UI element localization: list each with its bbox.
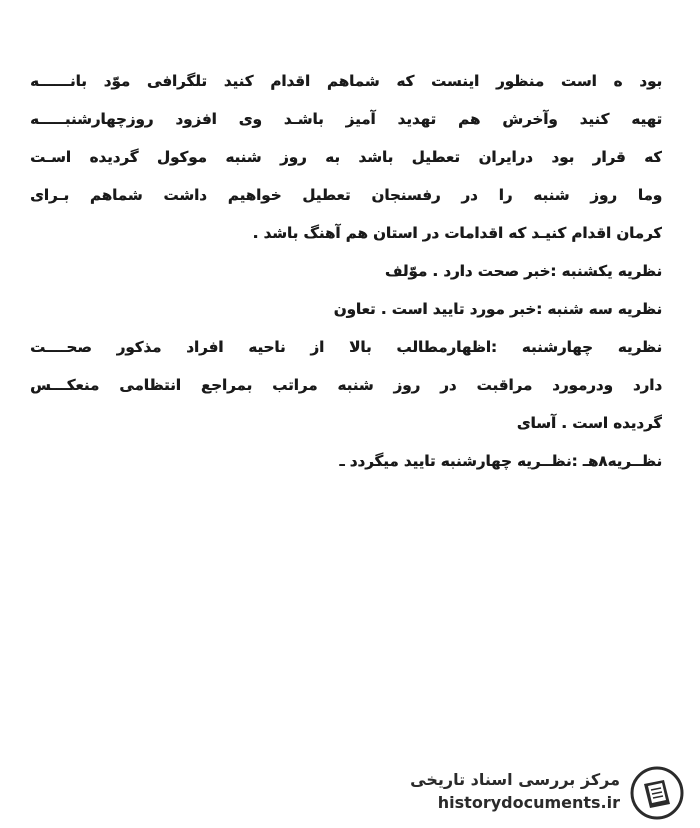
document-line-2: تهیه کنید وآخرش هم تهدید آمیز باشـد وی افزود روزچهارشنبـــــه	[30, 110, 662, 128]
document-line-5: کرمان اقدام کنیـد که اقدامات در استان هم آهنگ باشد .	[252, 224, 662, 242]
document-line-8: نظریه چهارشنبه :اظهارمطالب بالا از ناحیه افراد مذکور صحــــت	[30, 338, 662, 356]
watermark	[404, 766, 684, 822]
document-line-3: که قرار بود درایران تعطیل باشد به روز شنبه موکول گردیده اسـت	[30, 148, 662, 166]
watermark-title: مرکز بررسی اسناد تاریخی	[410, 770, 620, 789]
document-line-4: وما روز شنبه را در رفسنجان تعطیل خواهیم داشت شماهم بـرای	[30, 186, 662, 204]
document-body	[30, 62, 662, 480]
watermark-url: historydocuments.ir	[437, 793, 620, 812]
watermark-text	[410, 768, 620, 814]
document-folder-logo-icon	[630, 766, 684, 820]
document-line-9: دارد ودرمورد مراقبت در روز شنبه مراتب بمراجع انتظامی منعکـــس	[30, 376, 662, 394]
document-line-6: نظریه یکشنبه :خبر صحت دارد . موّلف	[384, 262, 662, 280]
document-line-7: نظریه سه شنبه :خبر مورد تایید است . تعاون	[333, 300, 662, 318]
document-line-11: نظــریه۸هـ :نظــریه چهارشنبه تایید میگردد ـ	[339, 452, 662, 470]
document-line-10: گردیده است . آسای	[516, 414, 662, 432]
document-line-1: بود ه است منظور اینست که شماهم اقدام کنید تلگرافی موّد بانــــــه	[30, 72, 662, 90]
